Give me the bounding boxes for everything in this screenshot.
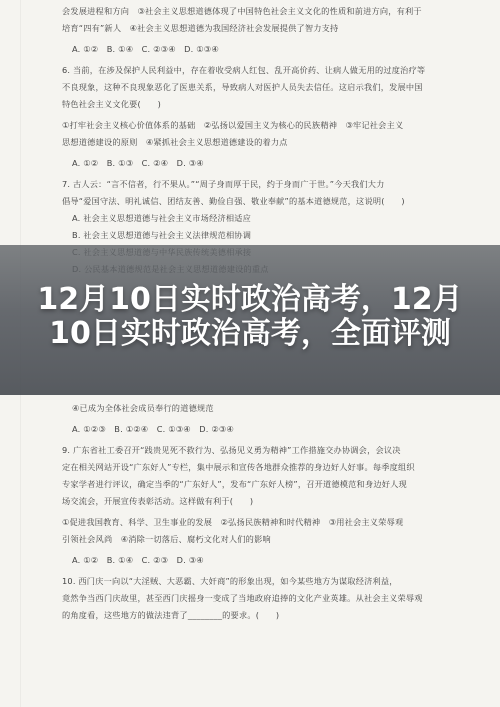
text-line: 倡导“爱国守法、明礼诚信、团结友善、勤俭自强、敬业奉献”的基本道德规范，这说明( )	[62, 196, 405, 206]
text-line: ④已成为全体社会成员奉行的道德规范	[72, 403, 214, 413]
text-line: 会发展进程和方向 ③社会主义思想道德体现了中国特色社会主义文化的性质和前进方向，有利于	[62, 6, 422, 16]
text-line: 竟然争当西门庆故里，甚至西门庆摇身一变成了当地政府追捧的文化产业英雄。从社会主义荣辱观	[62, 593, 423, 603]
banner-title-line-2: 10日实时政治高考，全面评测	[49, 316, 451, 351]
text-line: 定在相关网站开设“广东好人”专栏，集中展示和宣传各地群众推荐的身边好人好事。每季度组织	[62, 462, 415, 472]
text-line: 培育“四有”新人 ④社会主义思想道德为我国经济社会发展提供了智力支持	[62, 23, 339, 33]
question-9: 9. 广东省社工委召开“践贵见死不救行为、弘扬见义勇为精神”工作措施交办协调会，会议决	[62, 445, 401, 455]
text-line: ①促进我国教育、科学、卫生事业的发展 ②弘扬民族精神和时代精神 ③用社会主义荣辱观	[62, 517, 404, 527]
answer-options: A. ①② B. ①④ C. ②③④ D. ①③④	[72, 44, 219, 54]
document-text-top	[62, 6, 454, 274]
text-line: 场交流会，开展宣传表彰活动。这样做有利于( )	[62, 496, 254, 506]
text-line: 专家学者进行评议，确定当季的“广东好人”，发布“广东好人榜”，召开道德模范和身边好人现	[62, 479, 407, 489]
question-6: 6. 当前，在涉及保护人民利益中，存在着收受病人红包、乱开高价药、让病人做无用的过度治疗等	[62, 65, 426, 75]
text-line: 的角度看，这些地方的做法违背了________的要求。( )	[62, 610, 280, 620]
text-line: 思想道德建设的原则 ④紧抓社会主义思想道德建设的着力点	[62, 137, 288, 147]
question-7: 7. 古人云：“言不信者，行不果从。”“周子身而厚于民，约于身而广于世。”今天我们大力	[62, 179, 385, 189]
text-line: 不良现象，这种不良现象恶化了医患关系，导致病人对医护人员失去信任。这启示我们，发展中国	[62, 82, 423, 92]
option-b: B. 社会主义思想道德与社会主义法律规范相协调	[72, 230, 252, 240]
answer-options: A. ①② B. ①④ C. ②③ D. ③④	[72, 555, 204, 565]
text-line: ①打牢社会主义核心价值体系的基础 ②弘扬以爱国主义为核心的民族精神 ③牢记社会主义	[62, 120, 404, 130]
document-text-bottom	[62, 403, 454, 620]
answer-options: A. ①② B. ①③ C. ②④ D. ③④	[72, 158, 204, 168]
text-line: 引领社会风尚 ④消除一切落后、腐朽文化对人们的影响	[62, 534, 271, 544]
question-10: 10. 西门庆一向以“大淫贼、大恶霸、大奸商”的形象出现，如今某些地方为谋取经济利益，	[62, 576, 398, 586]
option-a: A. 社会主义思想道德与社会主义市场经济相适应	[72, 213, 252, 223]
banner-title	[0, 283, 500, 351]
text-line: 特色社会主义文化要( )	[62, 99, 162, 109]
banner-title-line-1: 12月10日实时政治高考，12月	[37, 282, 463, 317]
answer-options: A. ①②③ B. ①②④ C. ①③④ D. ②③④	[72, 424, 234, 434]
